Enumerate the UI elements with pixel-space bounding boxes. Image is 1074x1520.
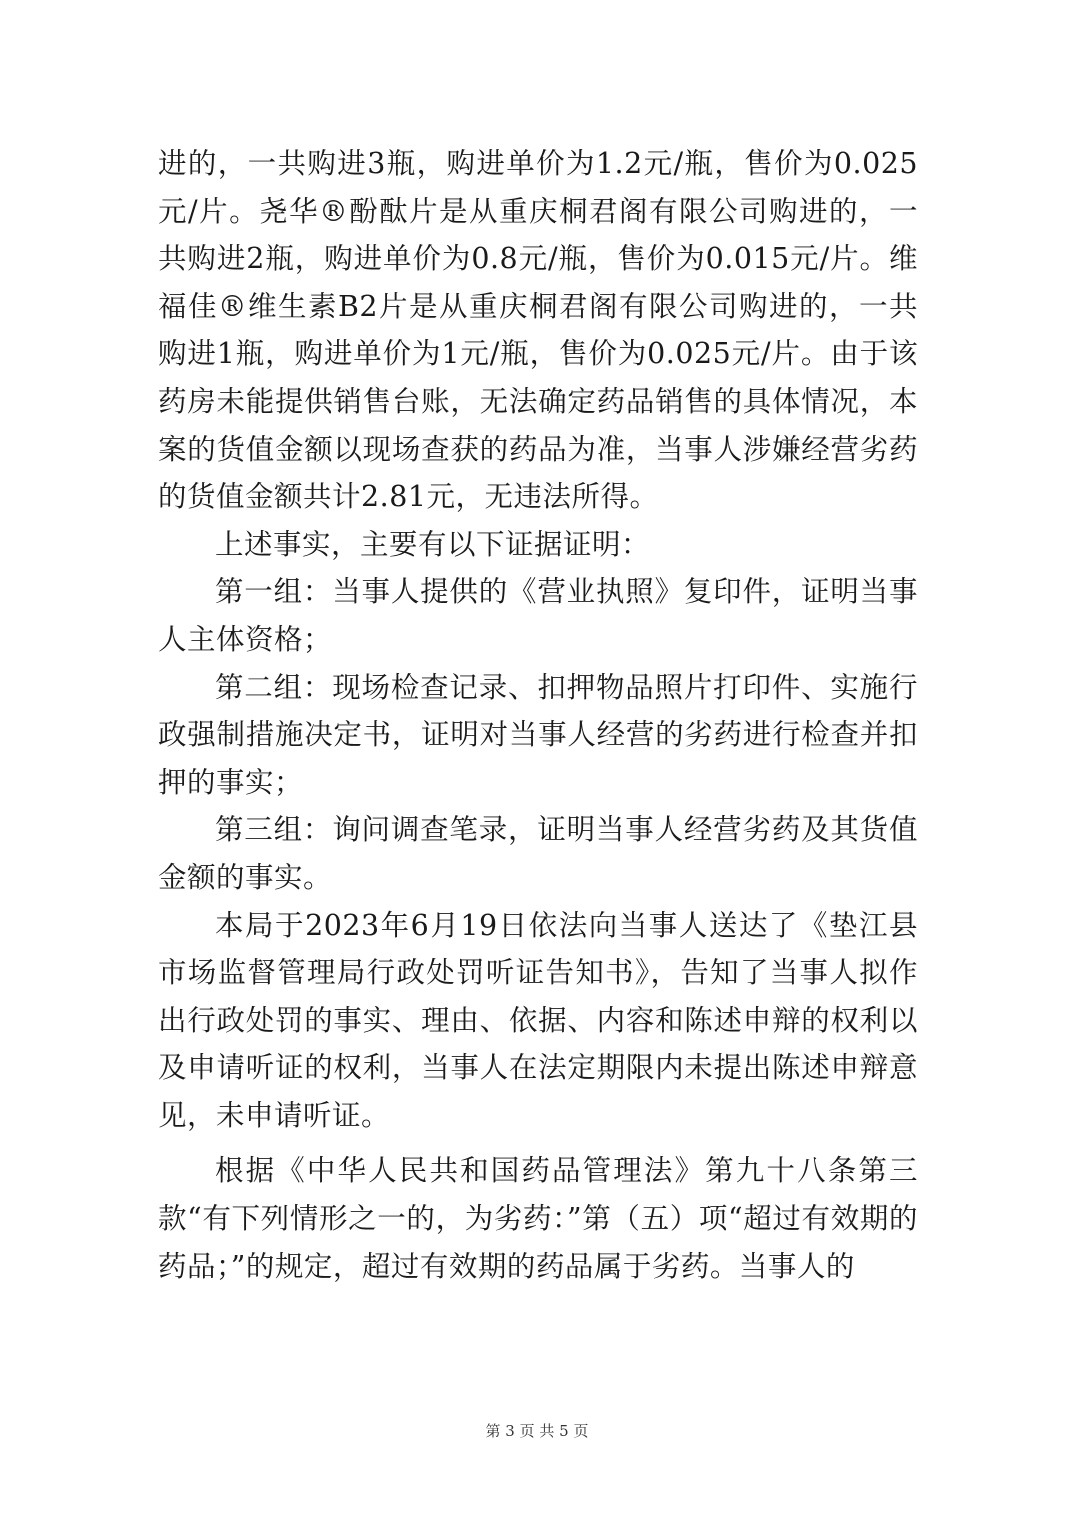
paragraph-evidence-intro: 上述事实，主要有以下证据证明： [215, 527, 651, 561]
paragraph-evidence-group-3: 第三组：询问调查笔录，证明当事人经营劣药及其货值金额的事实。 [158, 813, 918, 894]
page-number-footer: 第 3 页 共 5 页 [485, 1422, 589, 1440]
paragraph-evidence-group-2: 第二组：现场检查记录、扣押物品照片打印件、实施行政强制措施决定书，证明对当事人经营的劣药进行检查并扣押的事实； [158, 670, 918, 799]
document-body [158, 140, 918, 1290]
paragraph-evidence-group-1: 第一组：当事人提供的《营业执照》复印件，证明当事人主体资格； [158, 575, 918, 656]
paragraph-continuation: 进的，一共购进3瓶，购进单价为1.2元/瓶，售价为0.025元/片。尧华®酚酞片是从重庆桐君阁有限公司购进的，一共购进2瓶，购进单价为0.8元/瓶，售价为0.015元/片。维福佳®维生素B2片是从重庆桐君阁有限公司购进的，一共购进1瓶，购进单价为1元/瓶，售价为0.025元/片。由于该药房未能提供销售台账，无法确定药品销售的具体情况，本案的货值金额以现场查获的药品为准，当事人涉嫌经营劣药的货值金额共计2.81元，无违法所得。 [158, 147, 918, 514]
paragraph-hearing-notice: 本局于2023年6月19日依法向当事人送达了《垫江县市场监督管理局行政处罚听证告知书》，告知了当事人拟作出行政处罚的事实、理由、依据、内容和陈述申辩的权利以及申请听证的权利，当事人在法定期限内未提出陈述申辩意见，未申请听证。 [158, 908, 918, 1132]
paragraph-legal-basis: 根据《中华人民共和国药品管理法》第九十八条第三款“有下列情形之一的，为劣药：”第（五）项“超过有效期的药品；”的规定，超过有效期的药品属于劣药。当事人的 [158, 1154, 918, 1283]
